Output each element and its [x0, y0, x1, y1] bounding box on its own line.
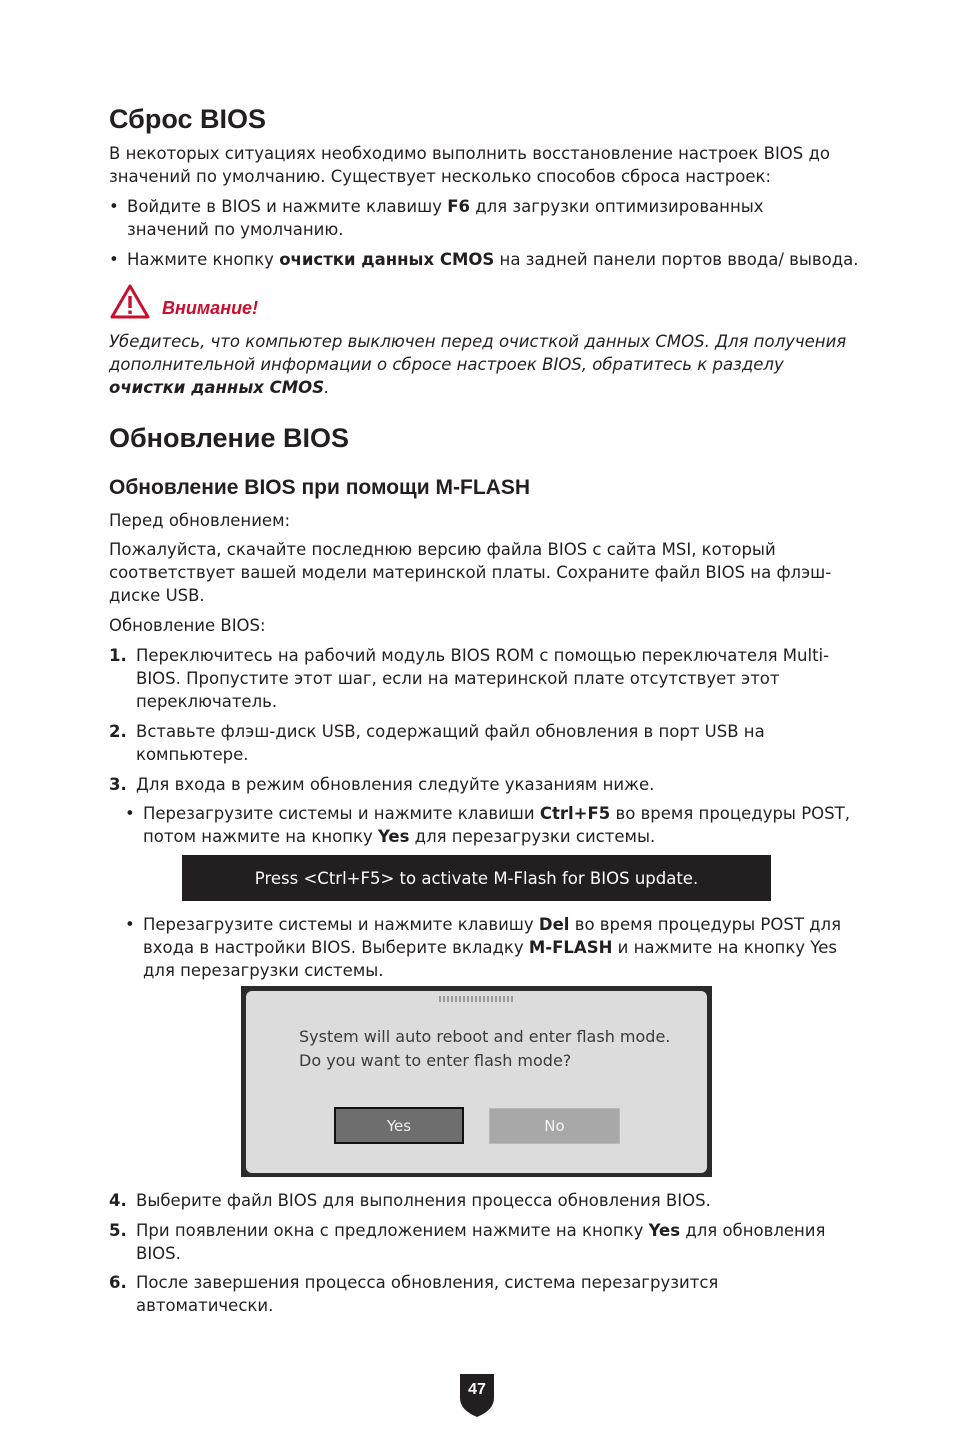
post-screen-bar — [182, 855, 771, 901]
bullet-dot: • — [109, 197, 119, 216]
warning-text: Убедитесь, что компьютер выключен перед очисткой данных CMOS. Для получения дополнительной информации о сбросе настроек BIOS, обратитесь к разделу очистки данных CMOS. — [109, 332, 847, 397]
reset-bullet-2: • Нажмите кнопку очистки данных CMOS на задней панели портов ввода/ вывода. — [109, 250, 859, 269]
step-number: 5. — [109, 1221, 127, 1240]
step-3-sub-1: • Перезагрузите системы и нажмите клавиши Ctrl+F5 во время процедуры POST, потом нажмите на кнопку Yes для перезагрузки системы. — [125, 804, 850, 846]
step-1: 1. Переключитесь на рабочий модуль BIOS ROM с помощью переключателя Multi-BIOS. Пропустите этот шаг, если на материнской плате отсутствует этот переключатель. — [109, 646, 830, 711]
step-4: 4. Выберите файл BIOS для выполнения процесса обновления BIOS. — [109, 1191, 711, 1210]
step-number: 3. — [109, 775, 127, 794]
step-3-sub-2: • Перезагрузите системы и нажмите клавишу Del во время процедуры POST для входа в настройки BIOS. Выберите вкладку M-FLASH и нажмите на кнопку Yes для перезагрузки системы. — [125, 915, 842, 980]
warning-title: Внимание! — [162, 298, 259, 318]
step-number: 4. — [109, 1191, 127, 1210]
no-button[interactable]: No — [489, 1108, 620, 1144]
step-number: 2. — [109, 722, 127, 741]
dialog-message — [299, 1025, 670, 1073]
yes-button[interactable]: Yes — [334, 1107, 464, 1144]
step-5: 5. При появлении окна с предложением нажмите на кнопку Yes для обновления BIOS. — [109, 1221, 826, 1263]
reset-intro: В некоторых ситуациях необходимо выполнить восстановление настроек BIOS до значений по умолчанию. Существует несколько способов сброса настроек: — [109, 144, 831, 186]
reset-title: Сброс BIOS — [109, 104, 266, 134]
download-text: Пожалуйста, скачайте последнюю версию файла BIOS с сайта MSI, который соответствует вашей модели материнской платы. Сохраните файл BIOS на флэш-диске USB. — [109, 540, 832, 605]
post-screen-text: Press <Ctrl+F5> to activate M-Flash for BIOS update. — [254, 868, 699, 888]
update-subtitle: Обновление BIOS при помощи M-FLASH — [109, 476, 530, 499]
step-number: 1. — [109, 646, 127, 665]
drag-handle[interactable] — [439, 996, 514, 1002]
reset-bullet-1: • Войдите в BIOS и нажмите клавишу F6 для загрузки оптимизированных значений по умолчанию. — [109, 197, 764, 239]
bullet-dot: • — [125, 804, 135, 823]
before-label: Перед обновлением: — [109, 511, 291, 530]
bullet-dot: • — [109, 250, 119, 269]
dialog-line-2: Do you want to enter flash mode? — [299, 1051, 572, 1070]
update-title: Обновление BIOS — [109, 423, 349, 453]
step-3: 3. Для входа в режим обновления следуйте указаниям ниже. — [109, 775, 655, 794]
dialog-line-1: System will auto reboot and enter flash mode. — [299, 1027, 671, 1046]
step-2: 2. Вставьте флэш-диск USB, содержащий файл обновления в порт USB на компьютере. — [109, 722, 765, 764]
flash-mode-dialog — [246, 991, 707, 1173]
bullet-dot: • — [125, 915, 135, 934]
update-label: Обновление BIOS: — [109, 616, 266, 635]
step-6: 6. После завершения процесса обновления, система перезагрузится автоматически. — [109, 1273, 719, 1315]
page-number-badge — [456, 1372, 498, 1418]
step-number: 6. — [109, 1273, 127, 1292]
warning-icon — [109, 283, 151, 321]
page-number: 47 — [468, 1381, 486, 1398]
